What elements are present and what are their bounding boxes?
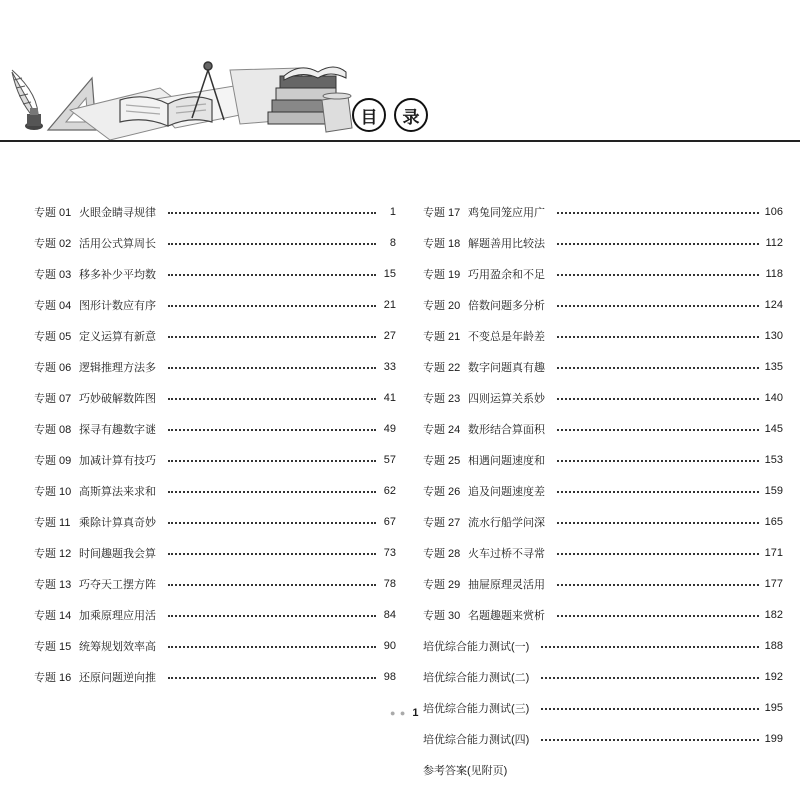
entry-leader-dots	[168, 212, 376, 214]
entry-leader-dots	[557, 212, 759, 214]
toc-entry[interactable]	[423, 692, 783, 723]
entry-title: 倍数问题多分析	[468, 299, 545, 312]
page-decoration: ● ●	[390, 708, 407, 718]
entry-page-number: 78	[383, 577, 396, 590]
toc-entry[interactable]	[423, 475, 783, 506]
toc-entry[interactable]	[423, 289, 783, 320]
toc-entry[interactable]	[34, 661, 396, 692]
entry-topic-number: 专题 09	[34, 454, 72, 467]
entry-leader-dots	[168, 584, 376, 586]
page-number-text: 1	[412, 707, 419, 719]
entry-leader-dots	[168, 274, 376, 276]
entry-page-number: 84	[383, 608, 396, 621]
entry-title: 高斯算法来求和	[79, 485, 156, 498]
entry-title: 鸡兔同笼应用广	[468, 206, 545, 219]
entry-title: 火眼金睛寻规律	[79, 206, 156, 219]
entry-topic-number: 专题 05	[34, 330, 72, 343]
entry-topic-number: 专题 13	[34, 578, 72, 591]
entry-page-number: 165	[764, 515, 783, 528]
entry-title: 数字问题真有趣	[468, 361, 545, 374]
entry-leader-dots	[541, 708, 758, 710]
entry-leader-dots	[168, 305, 376, 307]
toc-entry[interactable]	[34, 537, 396, 568]
entry-leader-dots	[168, 491, 376, 493]
entry-topic-number: 专题 26	[423, 485, 461, 498]
toc-entry[interactable]	[34, 568, 396, 599]
entry-topic-number: 专题 08	[34, 423, 72, 436]
entry-title: 巧夺天工摆方阵	[79, 578, 156, 591]
entry-page-number: 112	[765, 236, 783, 249]
title-char: 目	[352, 98, 386, 132]
entry-leader-dots	[541, 677, 758, 679]
entry-title: 参考答案(见附页)	[423, 764, 508, 777]
entry-page-number: 124	[764, 298, 783, 311]
entry-leader-dots	[168, 398, 376, 400]
entry-topic-number: 专题 16	[34, 671, 72, 684]
toc-entry[interactable]	[423, 413, 783, 444]
entry-title: 追及问题速度差	[468, 485, 545, 498]
entry-topic-number: 专题 25	[423, 454, 461, 467]
entry-leader-dots	[557, 336, 759, 338]
entry-page-number: 145	[764, 422, 783, 435]
entry-topic-number: 专题 14	[34, 609, 72, 622]
entry-topic-number: 专题 21	[423, 330, 461, 343]
entry-page-number: 15	[383, 267, 396, 280]
entry-page-number: 49	[383, 422, 396, 435]
entry-leader-dots	[557, 522, 759, 524]
entry-leader-dots	[557, 553, 759, 555]
entry-leader-dots	[168, 615, 376, 617]
toc-title	[352, 98, 428, 132]
entry-topic-number: 专题 24	[423, 423, 461, 436]
entry-page-number: 153	[764, 453, 783, 466]
entry-leader-dots	[168, 646, 376, 648]
toc-entry[interactable]	[423, 196, 783, 227]
entry-topic-number: 专题 04	[34, 299, 72, 312]
entry-leader-dots	[168, 367, 376, 369]
entry-title: 不变总是年龄差	[468, 330, 545, 343]
entry-page-number: 192	[764, 670, 783, 683]
toc-entry[interactable]	[34, 320, 396, 351]
page-number	[390, 707, 419, 719]
entry-page-number: 182	[764, 608, 783, 621]
entry-page-number: 67	[383, 515, 396, 528]
toc-entry[interactable]	[423, 351, 783, 382]
toc-entry[interactable]	[423, 568, 783, 599]
entry-title: 流水行船学问深	[468, 516, 545, 529]
entry-title: 活用公式算周长	[79, 237, 156, 250]
toc-entry[interactable]	[34, 444, 396, 475]
toc-entry[interactable]	[423, 599, 783, 630]
toc-entry[interactable]	[34, 258, 396, 289]
toc-entry[interactable]	[34, 506, 396, 537]
toc-entry[interactable]	[34, 196, 396, 227]
entry-topic-number: 专题 12	[34, 547, 72, 560]
entry-topic-number: 专题 22	[423, 361, 461, 374]
entry-topic-number: 专题 18	[423, 237, 461, 250]
toc-entry[interactable]	[423, 506, 783, 537]
entry-leader-dots	[168, 553, 376, 555]
title-char: 录	[394, 98, 428, 132]
toc-entry[interactable]	[34, 630, 396, 661]
entry-page-number: 98	[383, 670, 396, 683]
entry-page-number: 21	[383, 298, 396, 311]
entry-topic-number: 专题 11	[34, 516, 71, 529]
toc-left-column	[34, 196, 396, 692]
entry-title: 四则运算关系妙	[468, 392, 545, 405]
entry-topic-number: 专题 23	[423, 392, 461, 405]
entry-topic-number: 专题 07	[34, 392, 72, 405]
entry-leader-dots	[541, 739, 758, 741]
entry-title: 培优综合能力测试(一)	[423, 640, 530, 653]
entry-title: 加乘原理应用活	[79, 609, 156, 622]
entry-leader-dots	[557, 305, 759, 307]
entry-topic-number: 专题 06	[34, 361, 72, 374]
entry-page-number: 199	[764, 732, 783, 745]
entry-title: 解题善用比较法	[468, 237, 545, 250]
entry-title: 探寻有趣数字谜	[79, 423, 156, 436]
entry-topic-number: 专题 30	[423, 609, 461, 622]
entry-title: 相遇问题速度和	[468, 454, 545, 467]
entry-title: 时间趣题我会算	[79, 547, 156, 560]
toc-entry-answers[interactable]	[423, 754, 783, 785]
toc-entry[interactable]	[34, 413, 396, 444]
entry-page-number: 33	[383, 360, 396, 373]
toc-right-column	[423, 196, 783, 785]
entry-page-number: 41	[383, 391, 396, 404]
entry-topic-number: 专题 01	[34, 206, 72, 219]
entry-title: 火车过桥不寻常	[468, 547, 545, 560]
entry-leader-dots	[557, 491, 759, 493]
entry-page-number: 62	[383, 484, 396, 497]
entry-topic-number: 专题 27	[423, 516, 461, 529]
entry-title: 图形计数应有序	[79, 299, 156, 312]
entry-title: 还原问题逆向推	[79, 671, 156, 684]
entry-leader-dots	[168, 460, 376, 462]
entry-leader-dots	[557, 584, 759, 586]
toc-entry[interactable]	[423, 320, 783, 351]
entry-leader-dots	[557, 243, 759, 245]
entry-leader-dots	[168, 336, 376, 338]
entry-page-number: 27	[383, 329, 396, 342]
entry-leader-dots	[557, 460, 759, 462]
toc-entry[interactable]	[34, 289, 396, 320]
entry-topic-number: 专题 20	[423, 299, 461, 312]
entry-title: 乘除计算真奇妙	[79, 516, 156, 529]
entry-title: 移多补少平均数	[79, 268, 156, 281]
entry-topic-number: 专题 02	[34, 237, 72, 250]
ink-bottle-icon	[25, 108, 43, 130]
entry-leader-dots	[557, 274, 759, 276]
entry-leader-dots	[557, 398, 759, 400]
toc-entry[interactable]	[423, 444, 783, 475]
entry-title: 抽屉原理灵活用	[468, 578, 545, 591]
entry-page-number: 135	[764, 360, 783, 373]
entry-page-number: 130	[764, 329, 783, 342]
header-divider	[0, 140, 800, 142]
entry-topic-number: 专题 19	[423, 268, 461, 281]
entry-leader-dots	[168, 243, 376, 245]
entry-title: 巧用盈余和不足	[468, 268, 545, 281]
entry-page-number: 90	[383, 639, 396, 652]
toc-entry[interactable]	[34, 599, 396, 630]
entry-page-number: 140	[764, 391, 783, 404]
entry-leader-dots	[168, 429, 376, 431]
entry-title: 培优综合能力测试(二)	[423, 671, 530, 684]
toc-entry[interactable]	[34, 475, 396, 506]
toc-entry[interactable]	[423, 630, 783, 661]
toc-entry[interactable]	[423, 661, 783, 692]
entry-title: 名题趣题来赏析	[468, 609, 545, 622]
toc-entry[interactable]	[423, 258, 783, 289]
toc-entry[interactable]	[34, 227, 396, 258]
toc-entry[interactable]	[423, 723, 783, 754]
entry-topic-number: 专题 28	[423, 547, 461, 560]
entry-page-number: 159	[764, 484, 783, 497]
entry-page-number: 177	[764, 577, 783, 590]
entry-leader-dots	[557, 429, 759, 431]
entry-page-number: 195	[764, 701, 783, 714]
entry-topic-number: 专题 17	[423, 206, 461, 219]
entry-leader-dots	[168, 677, 376, 679]
entry-page-number: 57	[383, 453, 396, 466]
entry-title: 加减计算有技巧	[79, 454, 156, 467]
entry-leader-dots	[541, 646, 758, 648]
entry-leader-dots	[557, 615, 759, 617]
toc-entry[interactable]	[423, 227, 783, 258]
entry-title: 培优综合能力测试(三)	[423, 702, 530, 715]
scroll-icon	[322, 93, 352, 132]
toc-entry[interactable]	[34, 351, 396, 382]
entry-title: 数形结合算面积	[468, 423, 545, 436]
entry-title: 定义运算有新意	[79, 330, 156, 343]
entry-page-number: 171	[764, 546, 783, 559]
entry-page-number: 188	[764, 639, 783, 652]
entry-title: 统筹规划效率高	[79, 640, 156, 653]
entry-leader-dots	[557, 367, 759, 369]
entry-page-number: 8	[389, 236, 396, 249]
entry-title: 巧妙破解数阵图	[79, 392, 156, 405]
entry-topic-number: 专题 29	[423, 578, 461, 591]
entry-page-number: 1	[389, 205, 396, 218]
toc-entry[interactable]	[423, 537, 783, 568]
toc-entry[interactable]	[34, 382, 396, 413]
entry-title: 逻辑推理方法多	[79, 361, 156, 374]
entry-title: 培优综合能力测试(四)	[423, 733, 530, 746]
entry-page-number: 118	[765, 267, 783, 280]
entry-leader-dots	[168, 522, 376, 524]
entry-topic-number: 专题 03	[34, 268, 72, 281]
entry-page-number: 73	[383, 546, 396, 559]
entry-topic-number: 专题 10	[34, 485, 72, 498]
entry-topic-number: 专题 15	[34, 640, 72, 653]
entry-page-number: 106	[764, 205, 783, 218]
toc-entry[interactable]	[423, 382, 783, 413]
